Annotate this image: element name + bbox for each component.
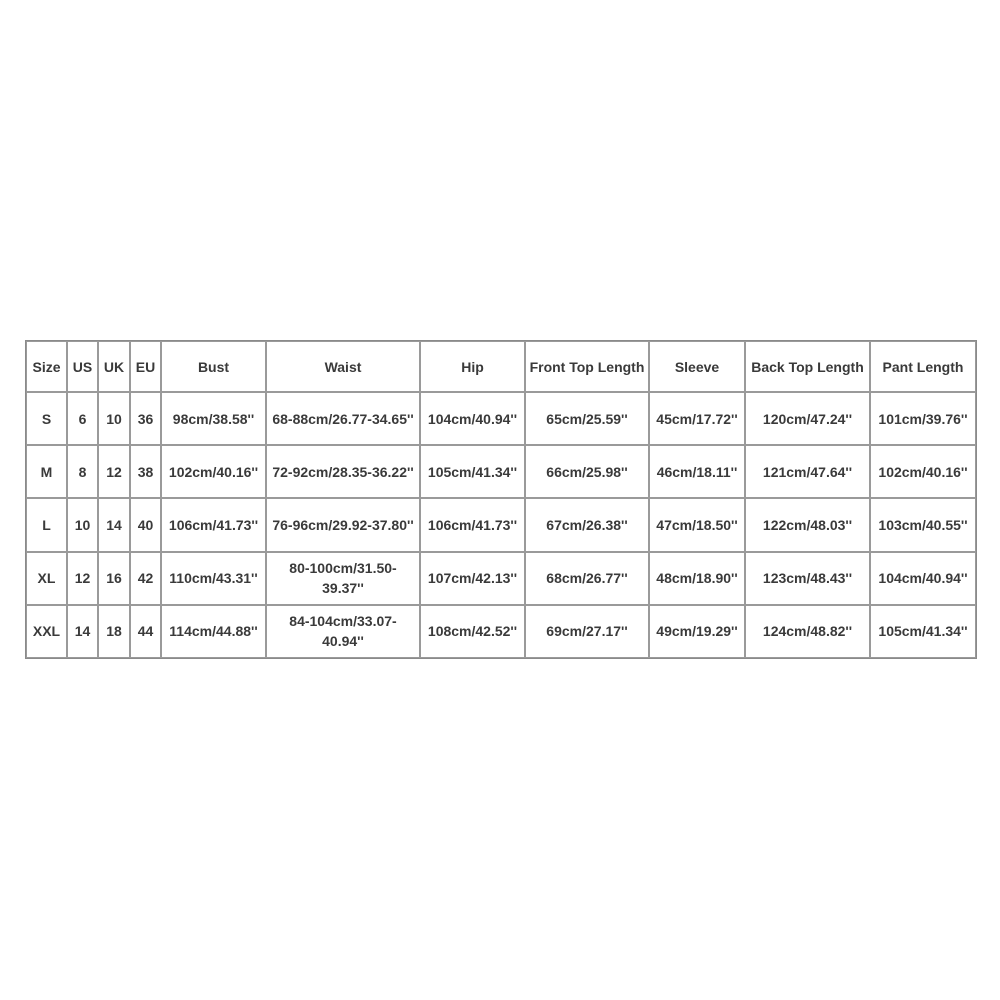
table-cell: 12 bbox=[98, 445, 130, 498]
header-pant-length: Pant Length bbox=[870, 341, 976, 392]
table-cell: 48cm/18.90'' bbox=[649, 552, 745, 605]
table-cell: 14 bbox=[98, 498, 130, 551]
table-cell: 46cm/18.11'' bbox=[649, 445, 745, 498]
table-cell: 80-100cm/31.50-39.37'' bbox=[266, 552, 420, 605]
table-cell: 38 bbox=[130, 445, 161, 498]
table-cell: 49cm/19.29'' bbox=[649, 605, 745, 658]
table-cell: 10 bbox=[67, 498, 98, 551]
table-cell: 6 bbox=[67, 392, 98, 445]
table-cell: 65cm/25.59'' bbox=[525, 392, 649, 445]
table-cell: M bbox=[26, 445, 67, 498]
table-cell: 98cm/38.58'' bbox=[161, 392, 266, 445]
table-row bbox=[26, 605, 976, 658]
header-front-top-length: Front Top Length bbox=[525, 341, 649, 392]
header-uk: UK bbox=[98, 341, 130, 392]
table-cell: 104cm/40.94'' bbox=[870, 552, 976, 605]
table-cell: 102cm/40.16'' bbox=[870, 445, 976, 498]
table-cell: 44 bbox=[130, 605, 161, 658]
table-cell: 69cm/27.17'' bbox=[525, 605, 649, 658]
table-cell: 16 bbox=[98, 552, 130, 605]
table-cell: 114cm/44.88'' bbox=[161, 605, 266, 658]
header-hip: Hip bbox=[420, 341, 525, 392]
table-cell: XL bbox=[26, 552, 67, 605]
table-cell: 107cm/42.13'' bbox=[420, 552, 525, 605]
table-row bbox=[26, 445, 976, 498]
table-cell: 68-88cm/26.77-34.65'' bbox=[266, 392, 420, 445]
table-cell: 121cm/47.64'' bbox=[745, 445, 870, 498]
table-cell: 45cm/17.72'' bbox=[649, 392, 745, 445]
table-cell: 102cm/40.16'' bbox=[161, 445, 266, 498]
table-row bbox=[26, 552, 976, 605]
table-cell: L bbox=[26, 498, 67, 551]
table-cell: 123cm/48.43'' bbox=[745, 552, 870, 605]
table-cell: 42 bbox=[130, 552, 161, 605]
table-cell: 122cm/48.03'' bbox=[745, 498, 870, 551]
table-cell: 14 bbox=[67, 605, 98, 658]
table-cell: 104cm/40.94'' bbox=[420, 392, 525, 445]
table-cell: 10 bbox=[98, 392, 130, 445]
table-cell: 106cm/41.73'' bbox=[161, 498, 266, 551]
table-row bbox=[26, 498, 976, 551]
table-header-row bbox=[26, 341, 976, 392]
table-cell: 12 bbox=[67, 552, 98, 605]
header-size: Size bbox=[26, 341, 67, 392]
size-chart-table bbox=[25, 340, 977, 659]
header-bust: Bust bbox=[161, 341, 266, 392]
table-cell: 18 bbox=[98, 605, 130, 658]
table-cell: 76-96cm/29.92-37.80'' bbox=[266, 498, 420, 551]
table-cell: XXL bbox=[26, 605, 67, 658]
table-cell: 67cm/26.38'' bbox=[525, 498, 649, 551]
table-cell: 101cm/39.76'' bbox=[870, 392, 976, 445]
table-cell: 8 bbox=[67, 445, 98, 498]
table-cell: 120cm/47.24'' bbox=[745, 392, 870, 445]
header-sleeve: Sleeve bbox=[649, 341, 745, 392]
header-back-top-length: Back Top Length bbox=[745, 341, 870, 392]
table-cell: 66cm/25.98'' bbox=[525, 445, 649, 498]
table-cell: 105cm/41.34'' bbox=[870, 605, 976, 658]
table-cell: 106cm/41.73'' bbox=[420, 498, 525, 551]
header-waist: Waist bbox=[266, 341, 420, 392]
table-cell: 124cm/48.82'' bbox=[745, 605, 870, 658]
table-cell: 36 bbox=[130, 392, 161, 445]
table-cell: 108cm/42.52'' bbox=[420, 605, 525, 658]
header-us: US bbox=[67, 341, 98, 392]
header-eu: EU bbox=[130, 341, 161, 392]
table-cell: 110cm/43.31'' bbox=[161, 552, 266, 605]
table-cell: S bbox=[26, 392, 67, 445]
table-cell: 103cm/40.55'' bbox=[870, 498, 976, 551]
table-cell: 105cm/41.34'' bbox=[420, 445, 525, 498]
table-cell: 84-104cm/33.07-40.94'' bbox=[266, 605, 420, 658]
table-cell: 72-92cm/28.35-36.22'' bbox=[266, 445, 420, 498]
table-cell: 68cm/26.77'' bbox=[525, 552, 649, 605]
table-cell: 40 bbox=[130, 498, 161, 551]
table-row bbox=[26, 392, 976, 445]
table-cell: 47cm/18.50'' bbox=[649, 498, 745, 551]
